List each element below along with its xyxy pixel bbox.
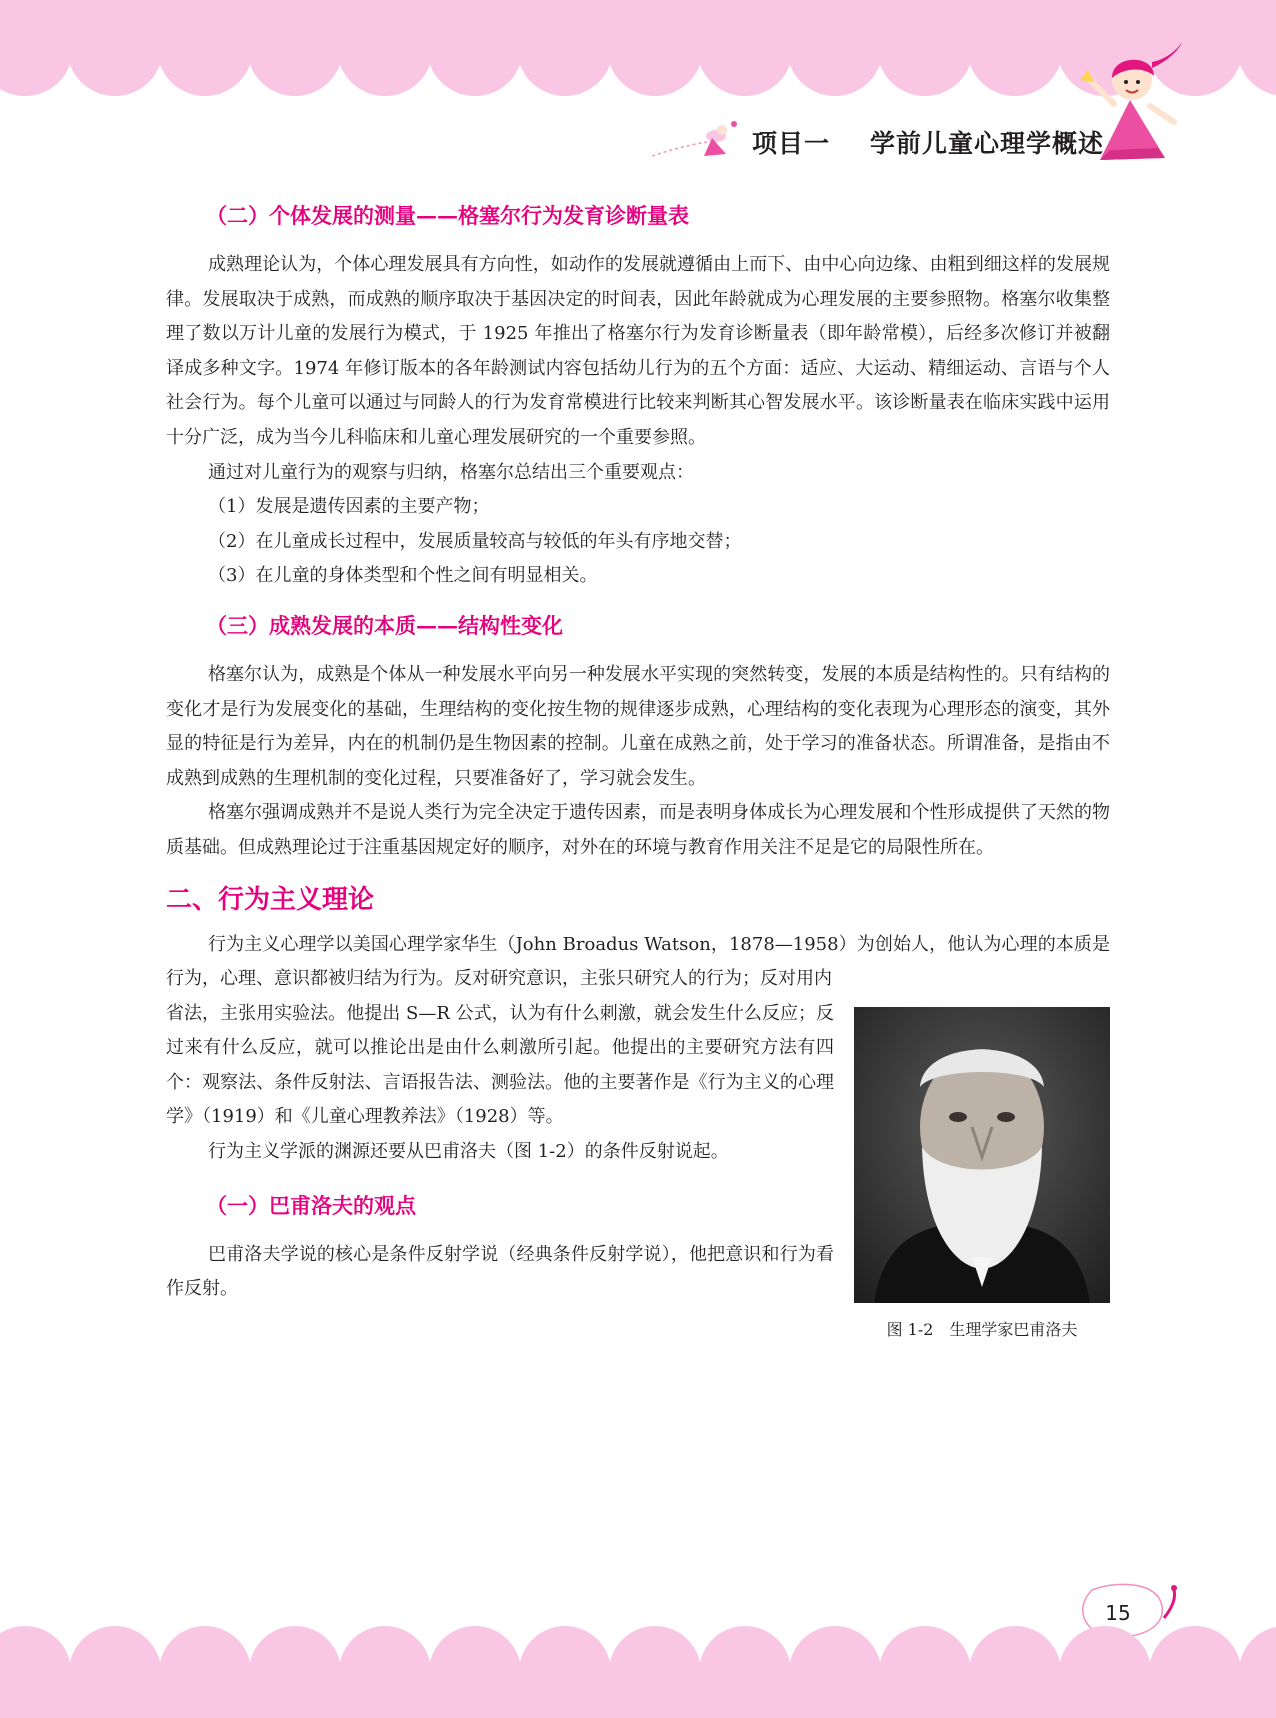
paragraph-pavlov-origin: 行为主义学派的渊源还要从巴甫洛夫（图 1-2）的条件反射说起。	[208, 1141, 729, 1163]
section-heading-behaviorism: 二、行为主义理论	[166, 884, 375, 915]
header-project: 项目一	[752, 129, 831, 158]
list-item-2: （2）在儿童成长过程中，发展质量较高与较低的年头有序地交替；	[208, 530, 742, 552]
running-header	[752, 124, 1104, 160]
section-heading-essence: （三）成熟发展的本质——结构性变化	[206, 612, 563, 638]
paragraph-behaviorism-methods: 省法，主张用实验法。他提出 S—R 公式，认为有什么刺激，就会发生什么反应；反过来有什么反应，就可以推论出是由什么刺激所引起。他提出的主要研究方法有四个：观察法、条件反射法、言语报告法、测验法。他的主要著作是《行为主义的心理学》（1919）和《儿童心理教养法》（1928）等。	[166, 1002, 834, 1128]
section-heading-measurement: （二）个体发展的测量——格塞尔行为发育诊断量表	[206, 203, 689, 228]
list-item-3: （3）在儿童的身体类型和个性之间有明显相关。	[208, 565, 598, 587]
figure	[854, 1007, 1110, 1340]
paragraph-pavlov-core: 巴甫洛夫学说的核心是条件反射学说（经典条件反射学说），他把意识和行为看作反射。	[166, 1243, 834, 1300]
pavlov-portrait-image	[854, 1007, 1110, 1303]
page-content	[166, 200, 1110, 1344]
bottom-scallop-border	[0, 1626, 1276, 1718]
page-number: 15	[1105, 1601, 1131, 1625]
paragraph-structural-change: 格塞尔认为，成熟是个体从一种发展水平向另一种发展水平实现的突然转变，发展的本质是结构性的。只有结构的变化才是行为发展变化的基础，生理结构的变化按生物的规律逐步成熟，心理结构的变化表现为心理形态的演变，其外显的特征是行为差异，内在的机制仍是生物因素的控制。儿童在成熟之前，处于学习的准备状态。所谓准备，是指由不成熟到成熟的生理机制的变化过程，只要准备好了，学习就会发生。	[166, 663, 1110, 789]
list-item-1: （1）发展是遗传因素的主要产物；	[208, 496, 490, 518]
small-fairy-icon	[652, 116, 742, 166]
figure-wrap-area	[166, 997, 1110, 1339]
section-heading-pavlov: （一）巴甫洛夫的观点	[206, 1192, 416, 1218]
paragraph-gesell-summary: 通过对儿童行为的观察与归纳，格塞尔总结出三个重要观点：	[208, 461, 694, 483]
paragraph-behaviorism-intro: 行为主义心理学以美国心理学家华生（John Broadus Watson，1878—1958）为创始人，他认为心理的本质是行为，心理、意识都被归结为行为。反对研究意识，主张只研究人的行为；反对用内	[166, 933, 1110, 990]
figure-caption: 图 1-2 生理学家巴甫洛夫	[886, 1319, 1078, 1339]
paragraph-gesell-emphasis: 格塞尔强调成熟并不是说人类行为完全决定于遗传因素，而是表明身体成长为心理发展和个性形成提供了天然的物质基础。但成熟理论过于注重基因规定好的顺序，对外在的环境与教育作用关注不足是它的局限性所在。	[166, 802, 1110, 858]
paragraph-maturation-theory: 成熟理论认为，个体心理发展具有方向性，如动作的发展就遵循由上而下、由中心向边缘、由粗到细这样的发展规律。发展取决于成熟，而成熟的顺序取决于基因决定的时间表，因此年龄就成为心理发展的主要参照物。格塞尔收集整理了数以万计儿童的发展行为模式，于 1925 年推出了格塞尔行为发育诊断量表（即年龄常模），后经多次修订并被翻译成多种文字。1974 年修订版本的各年龄测试内容包括幼儿行为的五个方面：适应、大运动、精细运动、言语与个人社会行为。每个儿童可以通过与同龄人的行为发育常模进行比较来判断其心智发展水平。该诊断量表在临床实践中运用十分广泛，成为当今儿科临床和儿童心理发展研究的一个重要参照。	[166, 254, 1110, 448]
header-title: 学前儿童心理学概述	[870, 129, 1105, 158]
